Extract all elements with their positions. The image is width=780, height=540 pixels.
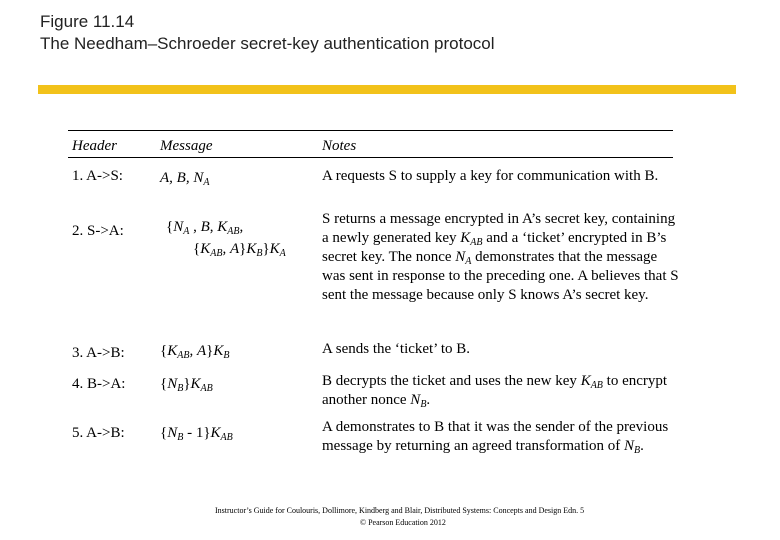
column-header-notes: Notes xyxy=(322,138,357,154)
row-1-notes: A requests S to supply a key for communication with B. xyxy=(322,168,659,184)
row-3-notes: A sends the ‘ticket’ to B. xyxy=(322,341,471,357)
footer-copyright: © Pearson Education 2012 xyxy=(360,518,446,527)
header-rule xyxy=(68,157,673,158)
row-5-notes: A demonstrates to B that it was the sender of the previous message by returning an agreed transformation of $N_B$. xyxy=(322,419,669,456)
column-header-message: Message xyxy=(160,138,213,154)
footer-citation: Instructor’s Guide for Coulouris, Dollimore, Kindberg and Blair, Distributed Systems: Concepts and Design Edn. 5 xyxy=(215,506,585,515)
row-1-header: 1. A->S: xyxy=(72,168,123,184)
row-3-header: 3. A->B: xyxy=(72,345,125,361)
row-3-message: {$K_{AB}$, $A\}K_B$ xyxy=(160,343,230,361)
row-4-message: $\{N_B\}K_{AB}$ xyxy=(160,376,213,394)
column-header-header: Header xyxy=(72,138,117,154)
row-2-header: 2. S->A: xyxy=(72,223,124,239)
row-2-message-line1: {$N_A$ , B, $K_{AB}$, xyxy=(166,219,244,237)
row-4-notes: B decrypts the ticket and uses the new key $K_{AB}$ to encrypt another nonce $N_B$. xyxy=(322,373,668,410)
row-1-message: A, B, $N_A$ xyxy=(160,170,210,188)
table-top-rule xyxy=(68,130,673,131)
row-2-message-line2: {$K_{AB}$, $A\}K_B\}K_A$ xyxy=(193,241,286,259)
row-5-message: $\{N_B - 1\}K_{AB}$ xyxy=(160,425,233,443)
row-5-header: 5. A->B: xyxy=(72,425,125,441)
title-accent-bar xyxy=(38,85,736,94)
row-2-notes: S returns a message encrypted in A’s secret key, containing a newly generated key $K_{AB}$ and a ‘ticket’ encrypted in B’s secret key. The nonce $N_A$ demonstrates that the message was sent in response to the preceding one. A believes that S sent the message because only S knows A’s secret key. xyxy=(322,211,679,303)
row-4-header: 4. B->A: xyxy=(72,376,126,392)
figure-number: Figure 11.14 xyxy=(40,12,135,31)
figure-title: The Needham–Schroeder secret-key authentication protocol xyxy=(40,34,495,53)
